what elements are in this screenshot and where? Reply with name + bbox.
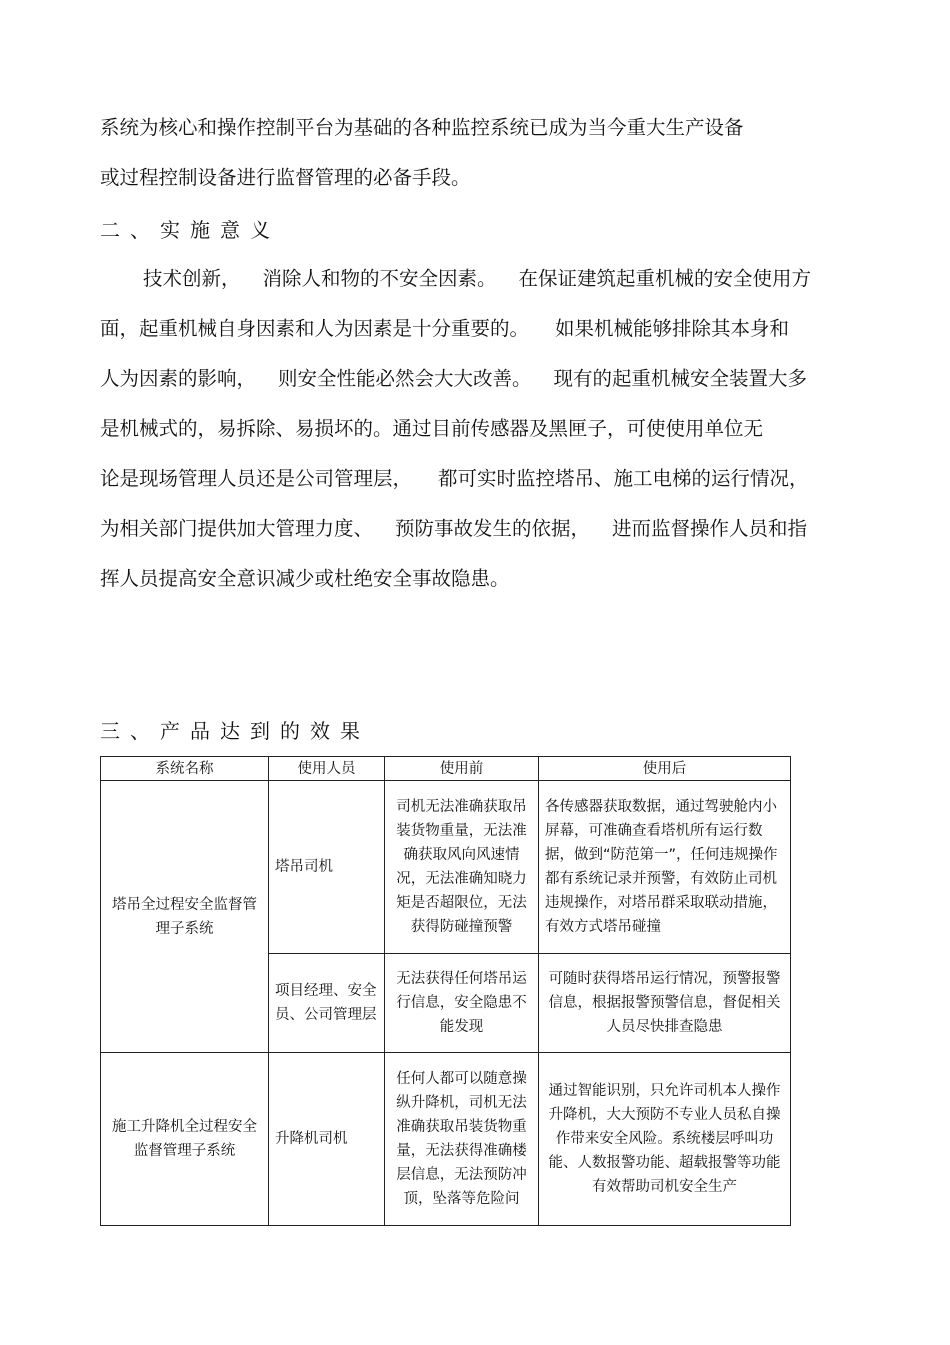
paragraph-line-2: 面，起重机械自身因素和人为因素是十分重要的。 如果机械能够排除其本身和 [100, 317, 790, 340]
header-before: 使用前 [385, 757, 539, 781]
section-heading-2: 二、实施意义 [100, 218, 280, 242]
intro-line-2: 或过程控制设备进行监督管理的必备手段。 [100, 166, 471, 189]
intro-line-1: 系统为核心和操作控制平台为基础的各种监控系统已成为当今重大生产设备 [100, 116, 744, 139]
system-name-cell: 施工升降机全过程安全监督管理子系统 [101, 1053, 269, 1226]
before-cell: 司机无法准确获取吊装货物重量，无法准确获取风向风速情况，无法准确知晓力矩是否超限位，无法获得防碰撞预警 [385, 781, 539, 954]
system-name-cell: 塔吊全过程安全监督管理子系统 [101, 781, 269, 1053]
after-cell: 可随时获得塔吊运行情况，预警报警信息，根据报警预警信息，督促相关人员尽快排查隐患 [539, 954, 791, 1053]
before-cell: 任何人都可以随意操纵升降机，司机无法准确获取吊装货物重量，无法获得准确楼层信息，无法预防冲顶，坠落等危险问 [385, 1053, 539, 1226]
before-cell: 无法获得任何塔吊运行信息，安全隐患不能发现 [385, 954, 539, 1053]
user-cell: 项目经理、安全员、公司管理层 [269, 954, 385, 1053]
after-cell: 通过智能识别，只允许司机本人操作升降机，大大预防不专业人员私自操作带来安全风险。系统楼层呼叫功能、人数报警功能、超载报警等功能有效帮助司机安全生产 [539, 1053, 791, 1226]
paragraph-line-1: 技术创新， 消除人和物的不安全因素。 在保证建筑起重机械的安全使用方 [143, 267, 812, 290]
header-after: 使用后 [539, 757, 791, 781]
effects-table [100, 756, 791, 1226]
table-row [101, 1053, 791, 1226]
paragraph-line-6: 为相关部门提供加大管理力度、 预防事故发生的依据， 进而监督操作人员和指 [100, 517, 808, 540]
user-cell: 塔吊司机 [269, 781, 385, 954]
header-system-name: 系统名称 [101, 757, 269, 781]
user-cell: 升降机司机 [269, 1053, 385, 1226]
table-header-row [101, 757, 791, 781]
section-heading-3: 三、产品达到的效果 [100, 719, 370, 743]
header-users: 使用人员 [269, 757, 385, 781]
table-row [101, 781, 791, 954]
after-cell: 各传感器获取数据，通过驾驶舱内小屏幕，可准确查看塔机所有运行数据，做到“防范第一”，任何违规操作都有系统记录并预警，有效防止司机违规操作，对塔吊群采取联动措施，有效方式塔吊碰撞 [539, 781, 791, 954]
paragraph-line-5: 论是现场管理人员还是公司管理层， 都可实时监控塔吊、施工电梯的运行情况， [100, 467, 809, 490]
paragraph-line-7: 挥人员提高安全意识减少或杜绝安全事故隐患。 [100, 567, 510, 590]
paragraph-line-3: 人为因素的影响， 则安全性能必然会大大改善。 现有的起重机械安全装置大多 [100, 367, 808, 390]
paragraph-line-4: 是机械式的，易拆除、易损坏的。通过目前传感器及黑匣子，可使使用单位无 [100, 417, 764, 440]
